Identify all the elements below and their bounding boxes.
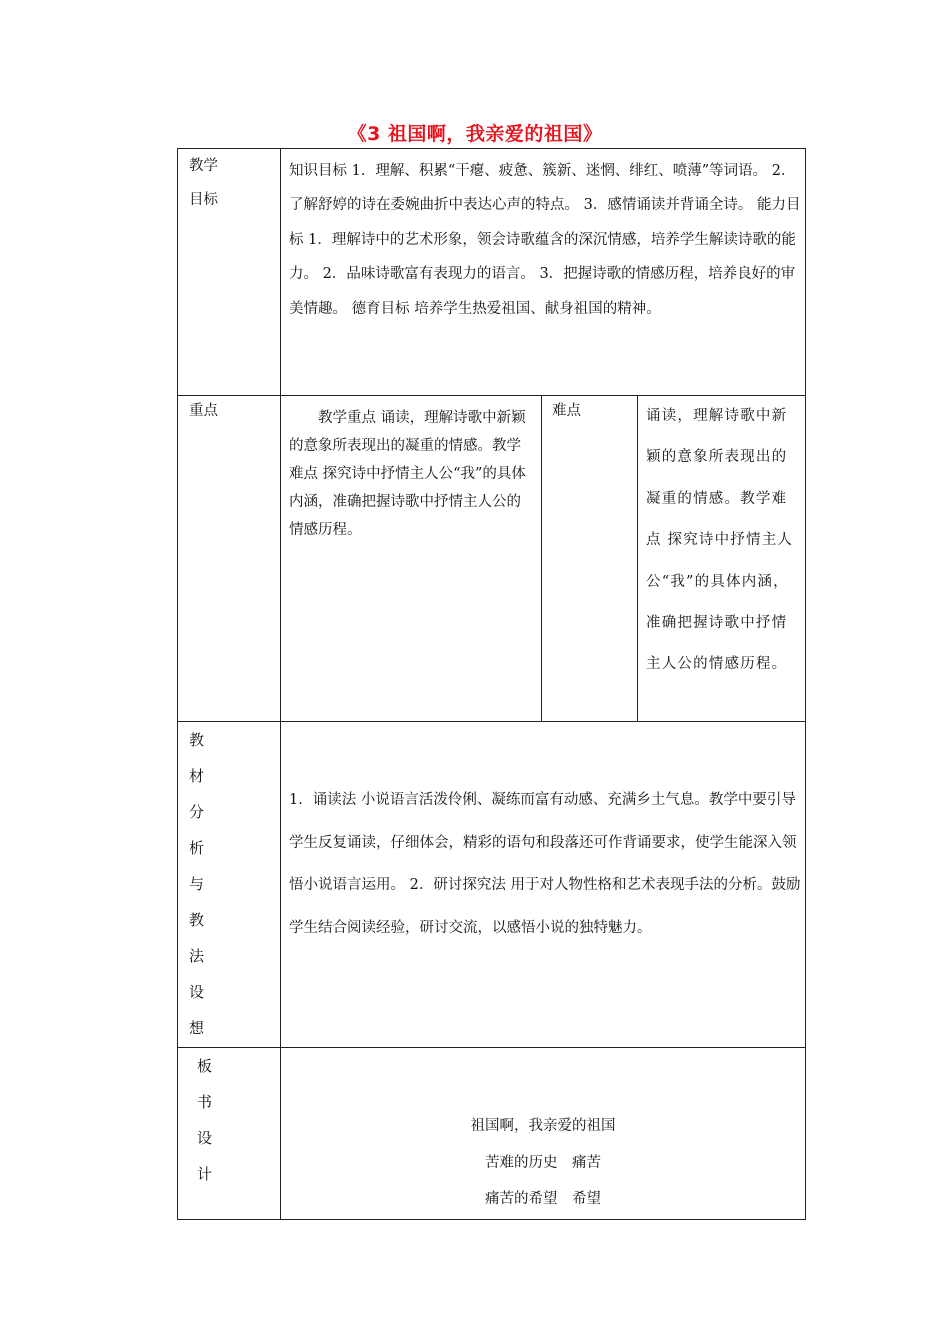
analysis-text: 1．诵读法 小说语言活泼伶俐、凝练而富有动感、充满乡土气息。教学中要引导学生反复诵读，仔细体会，精彩的语句和段落还可作背诵要求，使学生能深入领悟小说语言运用。 2．研讨探究法 用于对人物性格和艺术表现手法的分析。鼓励学生结合阅读经验，研讨交流，以感悟小说的独特魅力。 — [289, 792, 801, 936]
analysis-label-char: 析 — [189, 839, 205, 857]
focus-label: 重点 — [189, 403, 218, 419]
document-title: 《3 祖国啊，我亲爱的祖国》 — [347, 123, 603, 145]
focus-text: 教学重点 诵读，理解诗歌中新颖的意象所表现出的凝重的情感。教学难点 探究诗中抒情主人公“我”的具体内涵，准确把握诗歌中抒情主人公的情感历程。 — [289, 410, 526, 538]
board-label-char: 计 — [197, 1165, 213, 1183]
board-label-char: 书 — [197, 1093, 213, 1111]
analysis-label-char: 教 — [189, 731, 205, 749]
board-label-cell — [177, 1047, 281, 1220]
analysis-label-char: 分 — [189, 803, 205, 821]
analysis-label — [189, 722, 204, 1046]
board-label-char: 设 — [197, 1129, 213, 1147]
board-line-3: 痛苦的希望 希望 — [485, 1191, 601, 1207]
analysis-label-char: 设 — [189, 983, 205, 1001]
difficulty-text: 诵读，理解诗歌中新颖的意象所表现出的凝重的情感。教学难点 探究诗中抒情主人公“我”的具体内涵，准确把握诗歌中抒情主人公的情感历程。 — [646, 408, 794, 673]
board-line-1: 祖国啊，我亲爱的祖国 — [470, 1118, 616, 1134]
analysis-content-cell — [280, 721, 806, 1048]
objectives-text: 知识目标 1．理解、积累“干瘪、疲惫、簇新、迷惘、绯红、喷薄”等词语。 2．了解舒婷的诗在委婉曲折中表达心声的特点。 3．感情诵读并背诵全诗。 能力目标 1．理解诗中的艺术形象，领会诗歌蕴含的深沉情感，培养学生解读诗歌的能力。 2．品味诗歌富有表现力的语言。 3．把握诗歌的情感历程，培养良好的审美情趣。 德育目标 培养学生热爱祖国、献身祖国的精神。 — [289, 163, 801, 317]
objectives-label-line2: 目标 — [189, 192, 218, 208]
analysis-label-char: 法 — [189, 947, 205, 965]
analysis-label-char: 与 — [189, 875, 205, 893]
focus-label-cell — [177, 395, 281, 722]
difficulty-label-cell — [541, 395, 638, 722]
focus-content-cell — [280, 395, 542, 722]
analysis-label-cell — [177, 721, 281, 1048]
difficulty-label: 难点 — [552, 403, 581, 419]
analysis-label-char: 材 — [189, 767, 205, 785]
objectives-content-cell — [280, 148, 806, 396]
objectives-label-cell — [177, 148, 281, 396]
board-content-cell — [280, 1047, 806, 1220]
analysis-label-char: 想 — [189, 1019, 205, 1037]
difficulty-content-cell — [637, 395, 806, 722]
board-label — [197, 1048, 212, 1192]
board-line-2: 苦难的历史 痛苦 — [485, 1155, 601, 1171]
analysis-label-char: 教 — [189, 911, 205, 929]
objectives-label-line1: 教学 — [189, 158, 218, 174]
board-label-char: 板 — [197, 1057, 213, 1075]
